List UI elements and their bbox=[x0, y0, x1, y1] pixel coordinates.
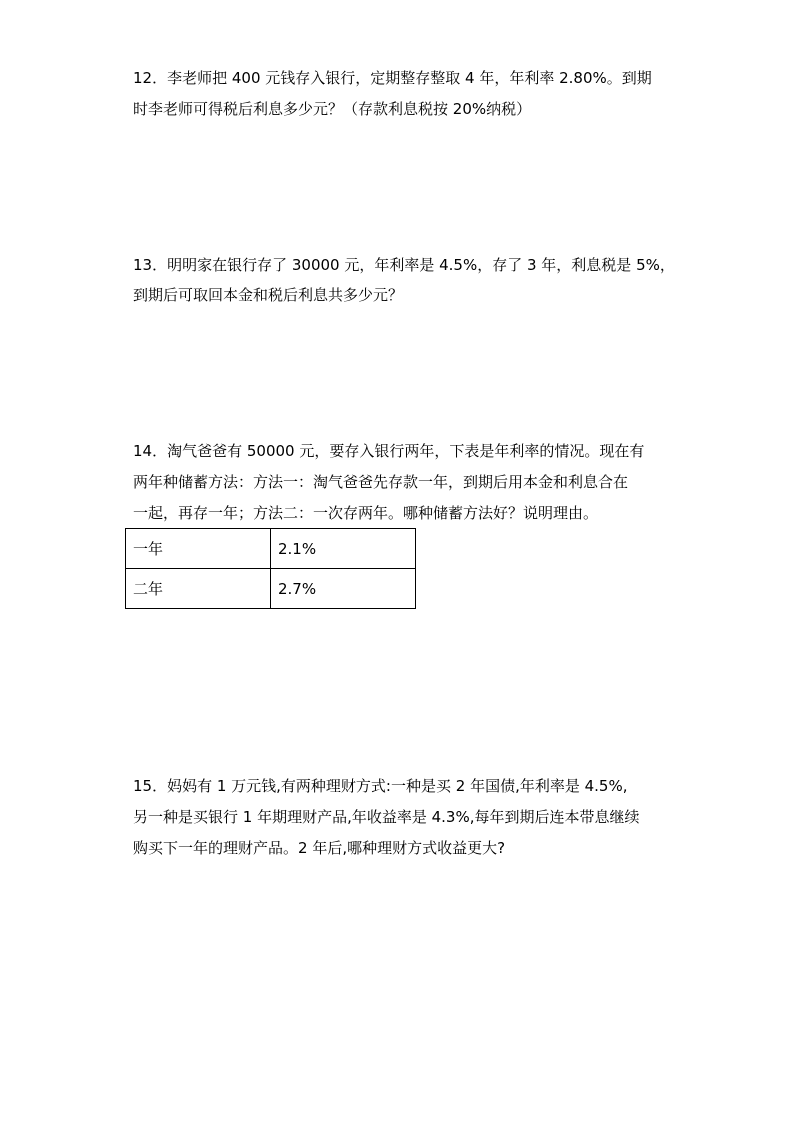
table-cell-term: 一年 bbox=[126, 529, 271, 569]
question-15-line-1: 15．妈妈有 1 万元钱,有两种理财方式:一种是买 2 年国债,年利率是 4.5%, bbox=[133, 777, 628, 795]
question-15-line-3: 购买下一年的理财产品。2 年后,哪种理财方式收益更大? bbox=[133, 839, 506, 857]
table-cell-rate: 2.1% bbox=[271, 529, 416, 569]
question-15-line-2: 另一种是买银行 1 年期理财产品,年收益率是 4.3%,每年到期后连本带息继续 bbox=[133, 808, 640, 826]
table-row bbox=[126, 529, 416, 569]
question-13-line-2: 到期后可取回本金和税后利息共多少元？ bbox=[133, 286, 404, 304]
table-row bbox=[126, 569, 416, 609]
table-cell-rate: 2.7% bbox=[271, 569, 416, 609]
question-12-line-2: 时李老师可得税后利息多少元？（存款利息税按 20%纳税） bbox=[133, 100, 532, 118]
question-14-line-3: 一起，再存一年；方法二：一次存两年。哪种储蓄方法好？说明理由。 bbox=[133, 504, 599, 522]
question-12-line-1: 12．李老师把 400 元钱存入银行，定期整存整取 4 年，年利率 2.80%。到期 bbox=[133, 69, 652, 87]
interest-rate-table bbox=[125, 528, 416, 609]
question-14-line-1: 14．淘气爸爸有 50000 元，要存入银行两年，下表是年利率的情况。现在有 bbox=[133, 442, 645, 460]
question-14-line-2: 两年种储蓄方法：方法一：淘气爸爸先存款一年，到期后用本金和利息合在 bbox=[133, 473, 629, 491]
question-13-line-1: 13．明明家在银行存了 30000 元，年利率是 4.5%，存了 3 年，利息税是 5%， bbox=[133, 256, 675, 274]
table-cell-term: 二年 bbox=[126, 569, 271, 609]
